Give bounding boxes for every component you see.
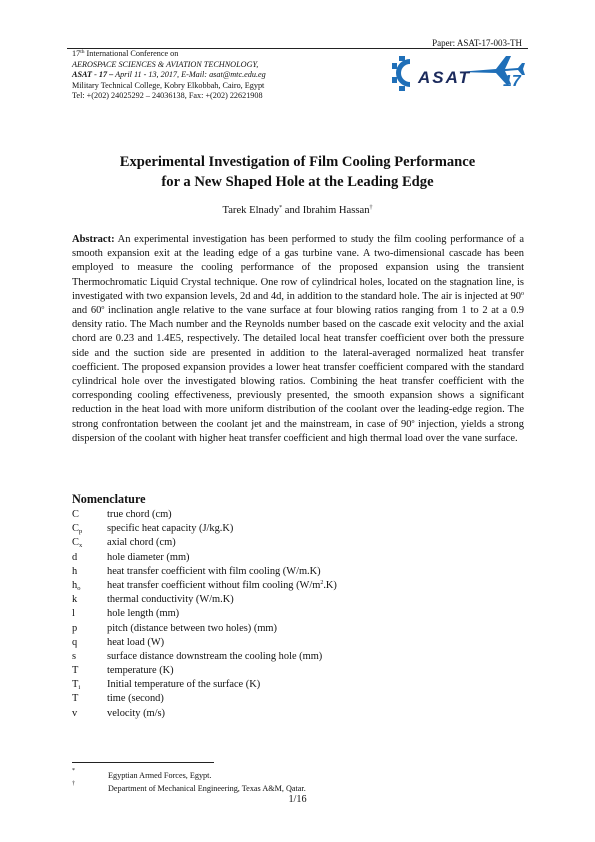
title-line-2: for a New Shaped Hole at the Leading Edge	[161, 174, 434, 190]
nomenclature-heading: Nomenclature	[72, 492, 146, 506]
abstract-label: Abstract:	[72, 234, 115, 245]
nomenclature-item	[72, 607, 524, 621]
conference-line-1: 17th International Conference on	[72, 49, 179, 58]
nomenclature-definition: heat transfer coefficient with film cooling (W/m.K)	[107, 565, 321, 577]
nomenclature-symbol: q	[72, 636, 78, 648]
nomenclature-definition: heat load (W)	[107, 636, 165, 648]
nomenclature-symbol: l	[72, 608, 75, 620]
nomenclature-definition: axial chord (cm)	[107, 537, 176, 549]
nomenclature-symbol: p	[72, 622, 78, 634]
nomenclature-definition: temperature (K)	[107, 665, 174, 677]
nomenclature-symbol: $T_i$	[72, 679, 81, 692]
nomenclature-symbol: s	[72, 650, 77, 662]
nomenclature-definition: surface distance downstream the cooling hole (mm)	[107, 650, 323, 662]
nomenclature-symbol: T	[72, 665, 79, 677]
author-2: Ibrahim Hassan	[302, 205, 370, 216]
abstract: Abstract: An experimental investigation has been performed to study the film cooling performance of a smooth expansion exit at the leading edge of a gas turbine vane. A two-dimensional cascade has been employed to measure the cooling performance of the proposed expansion using the transient Thermochromatic Liquid Crystal technique. One row of cylindrical holes, located on the stagnation line, is investigated with two expansion levels, 2d and 4d, in addition to the standard hole. The air is injected at 90$^o$ and 60$^o$ inclination angle relative to the vane surface at four blowing ratios ranging from 1 to 2 at a 0.9 density ratio. The Mach number and the Reynolds number based on the cascade exit velocity and the axial chord are 0.23 and 1.4E5, respectively. The detailed local heat transfer coefficient over both the pressure side and the suction side are presented in addition to the lateral-averaged normalized heat transfer coefficient. The proposed expansion provides a lower heat transfer coefficient compared with the standard cylindrical hole over the investigated blowing ratios. Combining the heat transfer coefficient with the corresponding cooling effectiveness, previously presented, the smooth expansion shows a significant reduction in the heat load with more uniform distribution of the coolant over the leading-edge region. The strong confrontation between the coolant jet and the mainstream, in case of 90$^o$ injection, yields a strong dispersion of the coolant with higher heat transfer coefficient and high thermal load over the vane surface.	[72, 234, 525, 444]
logo-number: 17	[503, 73, 521, 90]
nomenclature-symbol: $C_x$	[72, 537, 83, 550]
nomenclature-item	[72, 565, 524, 579]
nomenclature-definition: time (second)	[107, 693, 164, 705]
page-number: 1/16	[288, 794, 307, 805]
nomenclature-item	[72, 522, 524, 536]
asat-logo-icon	[382, 50, 532, 98]
gear-icon	[392, 56, 410, 91]
nomenclature-definition: heat transfer coefficient without film cooling $(W/m^2.K)$	[107, 579, 337, 591]
nomenclature-item	[72, 551, 524, 565]
nomenclature-symbol: T	[72, 693, 79, 705]
footnote-rule	[72, 762, 214, 763]
conference-info	[72, 49, 372, 102]
conference-dates: ASAT - 17 – April 11 - 13, 2017, E-Mail: asat@mtc.edu.eg	[72, 70, 266, 80]
nomenclature-item	[72, 664, 524, 678]
authors-conjunction: and	[282, 205, 303, 216]
conference-name: AEROSPACE SCIENCES & AVIATION TECHNOLOGY,	[72, 59, 259, 69]
paper-title	[60, 152, 535, 192]
nomenclature-definition: velocity (m/s)	[107, 707, 166, 719]
nomenclature-item	[72, 692, 524, 706]
nomenclature-item	[72, 678, 524, 692]
nomenclature-definition: Initial temperature of the surface (K)	[107, 679, 261, 691]
nomenclature-symbol: C	[72, 509, 79, 520]
nomenclature-symbol: h	[72, 565, 78, 577]
nomenclature-definition: pitch (distance between two holes) (mm)	[107, 622, 277, 634]
nomenclature-item	[72, 622, 524, 636]
nomenclature-item	[72, 536, 524, 550]
author-1-mark: *	[279, 205, 283, 211]
title-line-1: Experimental Investigation of Film Cooling Performance	[119, 154, 476, 170]
nomenclature-item	[72, 636, 524, 650]
nomenclature-symbol: $C_p$	[72, 523, 83, 536]
nomenclature-item	[72, 593, 524, 607]
nomenclature-definition: hole length (mm)	[107, 608, 180, 620]
author-2-mark: †	[369, 205, 373, 211]
nomenclature-definition: hole diameter (mm)	[107, 551, 190, 563]
authors	[60, 205, 535, 216]
author-1: Tarek Elnady	[222, 205, 280, 216]
nomenclature-symbol: d	[72, 551, 78, 563]
nomenclature-item	[72, 707, 524, 721]
nomenclature-list	[72, 508, 524, 721]
nomenclature-symbol: v	[72, 707, 78, 719]
nomenclature-definition: specific heat capacity (J/kg.K)	[107, 523, 234, 535]
nomenclature-symbol: $h_o$	[72, 579, 81, 592]
conference-contact: Tel: +(202) 24025292 – 24036138, Fax: +(202) 22621908	[72, 91, 263, 101]
nomenclature-item	[72, 508, 524, 522]
conference-venue: Military Technical College, Kobry Elkobbah, Cairo, Egypt	[72, 80, 265, 90]
nomenclature-definition: thermal conductivity (W/m.K)	[107, 594, 234, 606]
nomenclature-item	[72, 650, 524, 664]
paper-id: Paper: ASAT-17-003-TH	[432, 38, 522, 48]
nomenclature-symbol: k	[72, 594, 78, 606]
nomenclature-item	[72, 579, 524, 593]
nomenclature-definition: true chord (cm)	[107, 509, 172, 520]
logo-text: ASAT	[418, 68, 472, 87]
